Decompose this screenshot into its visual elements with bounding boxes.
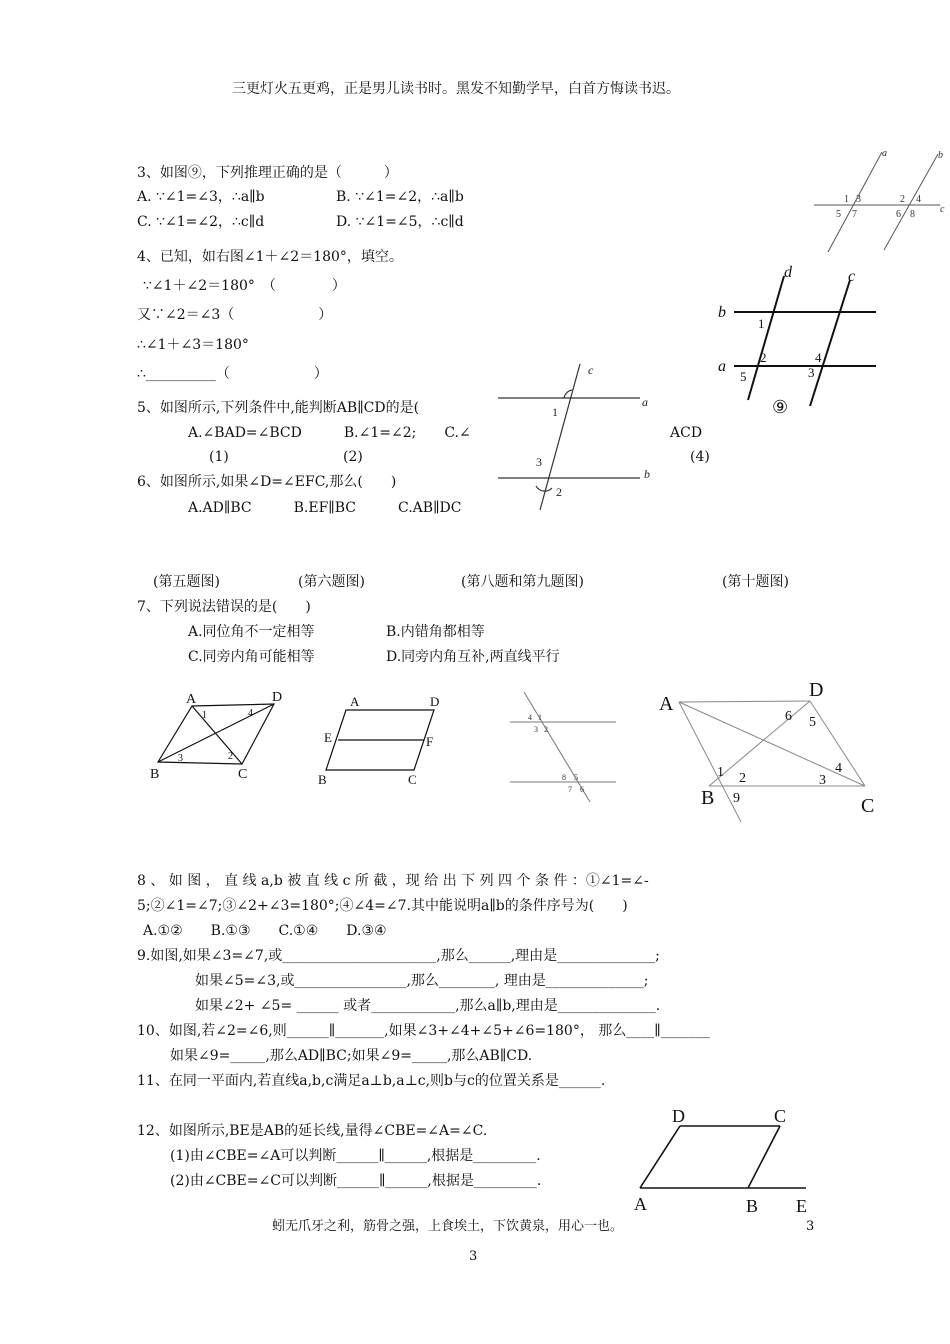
q5-fig-angle: 2 <box>228 751 233 762</box>
q3-stem: 3、如图⑨，下列推理正确的是（ ） <box>137 165 398 181</box>
q10-line-2: 如果∠9=_____,那么AD∥BC;如果∠9=_____,那么AB∥CD. <box>170 1048 533 1064</box>
q4-line-2: 又∵∠2＝∠3（ ） <box>137 307 333 323</box>
q8-fig-angle: 4 <box>528 713 532 722</box>
page-footer: 蚓无爪牙之利，筋骨之强，上食埃土，下饮黄泉，用心一也。 <box>272 1219 624 1234</box>
q5-sub-2: (2) <box>343 449 363 465</box>
q4-fig-angle: 2 <box>760 350 767 365</box>
q10-line-1: 10、如图,若∠2=∠6,则______∥_______,如果∠3+∠4+∠5+∠6=180°， 那么____∥_______ <box>137 1023 710 1039</box>
q5-line-figure <box>490 360 670 515</box>
q9-line-1: 9.如图,如果∠3=∠7,或______________________,那么______,理由是______________; <box>137 948 660 964</box>
q9-line-3: 如果∠2+ ∠5= ______ 或者____________,那么a∥b,理由是______________. <box>195 998 661 1014</box>
q6-fig-point: F <box>426 734 434 749</box>
q11-line-1: 11、在同一平面内,若直线a,b,c满足a⊥b,a⊥c,则b与c的位置关系是______. <box>137 1073 606 1089</box>
q3-option-d: D. ∵∠1=∠5，∴c∥d <box>336 214 464 230</box>
q5-fig-angle: 3 <box>536 455 542 469</box>
footer-page-number: 3 <box>806 1219 815 1234</box>
caption-q5: (第五题图) <box>153 574 220 590</box>
caption-q10: (第十题图) <box>722 574 789 590</box>
q8-fig-angle: 5 <box>574 773 578 782</box>
q5-fig-line-label: b <box>644 467 650 481</box>
q6-fig-point: E <box>324 730 332 745</box>
q3-fig-angle: 4 <box>916 194 921 205</box>
q12-fig-point: A <box>634 1194 647 1214</box>
q12-figure <box>630 1100 820 1218</box>
q4-line-1: ∵∠1＋∠2＝180° （ ） <box>143 278 346 294</box>
q6-fig-point: B <box>318 772 327 787</box>
q6-stem: 6、如图所示,如果∠D=∠EFC,那么( ) <box>137 474 397 490</box>
q6-options: A.AD∥BC B.EF∥BC C.AB∥DC <box>188 500 462 516</box>
q8-fig-angle: 7 <box>568 785 572 794</box>
page-header: 三更灯火五更鸡，正是男儿读书时。黑发不知勤学早，白首方悔读书迟。 <box>232 81 680 97</box>
q12-fig-point: E <box>796 1196 807 1216</box>
q10-fig-angle: 9 <box>733 791 740 806</box>
q10-figure <box>655 676 880 821</box>
q5-fig-line-label: c <box>588 363 594 377</box>
q10-fig-angle: 6 <box>785 709 792 724</box>
caption-q6: (第六题图) <box>298 574 365 590</box>
q5-parallelogram-figure <box>148 688 288 783</box>
caption-q8-q9: (第八题和第九题图) <box>461 574 584 590</box>
q8-fig-angle: 8 <box>562 773 566 782</box>
q5-fig-angle: 1 <box>202 710 207 721</box>
q4-fig-angle: 1 <box>758 316 765 331</box>
q10-fig-angle: 3 <box>819 773 826 788</box>
q12-fig-point: B <box>746 1196 759 1216</box>
q6-fig-point: A <box>350 694 360 709</box>
q4-fig-label: ⑨ <box>772 397 789 417</box>
q3-fig-angle: 3 <box>856 194 861 205</box>
q12-line-1: (1)由∠CBE=∠A可以判断______∥______,根据是_________. <box>170 1148 541 1164</box>
q10-fig-angle: 4 <box>835 761 842 776</box>
q3-fig-line-label: c <box>940 204 945 215</box>
q12-line-2: (2)由∠CBE=∠C可以判断______∥______,根据是_________. <box>170 1173 542 1189</box>
q4-fig-line-label: a <box>718 358 726 375</box>
q12-fig-point: D <box>672 1106 685 1126</box>
q9-line-2: 如果∠5=∠3,或________________,那么________, 理由是______________; <box>195 973 649 989</box>
q6-fig-point: D <box>430 694 440 709</box>
q8-fig-angle: 6 <box>580 785 584 794</box>
q5-stem: 5、如图所示,下列条件中,能判断AB∥CD的是( <box>137 400 420 416</box>
q3-fig-angle: 7 <box>852 209 857 220</box>
q3-option-b: B. ∵∠1=∠2，∴a∥b <box>336 189 464 205</box>
q3-fig-angle: 8 <box>910 209 915 220</box>
q6-fig-point: C <box>408 772 417 787</box>
q4-fig-angle: 4 <box>815 350 822 365</box>
q5-fig-angle: 2 <box>556 485 562 499</box>
page-number: 3 <box>469 1249 478 1264</box>
q7-option-b: B.内错角都相等 <box>386 624 485 640</box>
q10-fig-angle: 2 <box>739 771 746 786</box>
q4-fig-angle: 5 <box>740 369 747 384</box>
q3-option-a: A. ∵∠1=∠3，∴a∥b <box>137 189 265 205</box>
q10-fig-point: C <box>861 795 875 817</box>
q3-fig-angle: 5 <box>836 209 841 220</box>
q4-fig-angle: 3 <box>808 365 815 380</box>
q3-figure <box>810 140 950 260</box>
q7-option-c: C.同旁内角可能相等 <box>188 649 315 665</box>
q8-fig-angle: 3 <box>534 725 538 734</box>
q4-stem: 4、已知，如右图∠1＋∠2＝180°，填空。 <box>137 249 403 265</box>
q4-fig-line-label: d <box>784 264 792 281</box>
q5-fig-point: A <box>186 692 197 707</box>
q4-fig-line-label: b <box>718 304 726 321</box>
q3-fig-line-label: a <box>882 148 887 159</box>
q10-fig-point: B <box>701 787 715 809</box>
q3-fig-angle: 2 <box>900 194 905 205</box>
q10-fig-angle: 5 <box>809 715 816 730</box>
q8-q9-figure <box>500 690 625 805</box>
q10-fig-point: D <box>809 679 824 701</box>
q5-fig-angle: 4 <box>248 708 253 719</box>
q5-fig-line-label: a <box>642 395 648 409</box>
q6-figure <box>312 690 447 790</box>
q10-fig-angle: 1 <box>717 765 724 780</box>
q12-stem: 12、如图所示,BE是AB的延长线,量得∠CBE=∠A=∠C. <box>137 1123 488 1139</box>
q5-fig-angle: 1 <box>552 405 558 419</box>
q5-options-right: ACD <box>670 425 703 441</box>
q8-fig-angle: 1 <box>538 713 542 722</box>
q7-option-a: A.同位角不一定相等 <box>188 624 315 640</box>
q5-options-left: A.∠BAD=∠BCD B.∠1=∠2; C.∠ <box>188 425 471 441</box>
q3-fig-angle: 1 <box>844 194 849 205</box>
q4-line-4: ∴__________（ ） <box>137 366 328 382</box>
q5-fig-point: C <box>238 767 248 782</box>
q8-fig-angle: 2 <box>544 725 548 734</box>
q4-figure <box>712 260 888 420</box>
q3-option-c: C. ∵∠1=∠2，∴c∥d <box>137 214 265 230</box>
q5-fig-angle: 3 <box>178 753 183 764</box>
q10-fig-point: A <box>659 693 674 715</box>
q5-sub-1: (1) <box>209 449 229 465</box>
q7-stem: 7、下列说法错误的是( ) <box>137 599 311 615</box>
q8-line-1: 8 、 如 图 ， 直 线 a,b 被 直 线 c 所 截 ，现 给 出 下 列 四 个 条 件 ：①∠1=∠- <box>137 873 649 889</box>
q8-options: A.①② B.①③ C.①④ D.③④ <box>143 923 387 939</box>
q3-fig-line-label: b <box>938 150 943 161</box>
q4-fig-line-label: c <box>848 268 856 285</box>
q3-fig-angle: 6 <box>896 209 901 220</box>
q5-fig-point: B <box>150 767 160 782</box>
q5-fig-point: D <box>272 690 283 705</box>
q4-line-3: ∴∠1＋∠3＝180° <box>137 337 249 353</box>
q12-fig-point: C <box>774 1106 787 1126</box>
q8-line-2: 5;②∠1=∠7;③∠2+∠3=180°;④∠4=∠7.其中能说明a∥b的条件序号为( ) <box>137 898 628 914</box>
q7-option-d: D.同旁内角互补,两直线平行 <box>386 649 560 665</box>
q5-sub-4: (4) <box>690 449 710 465</box>
